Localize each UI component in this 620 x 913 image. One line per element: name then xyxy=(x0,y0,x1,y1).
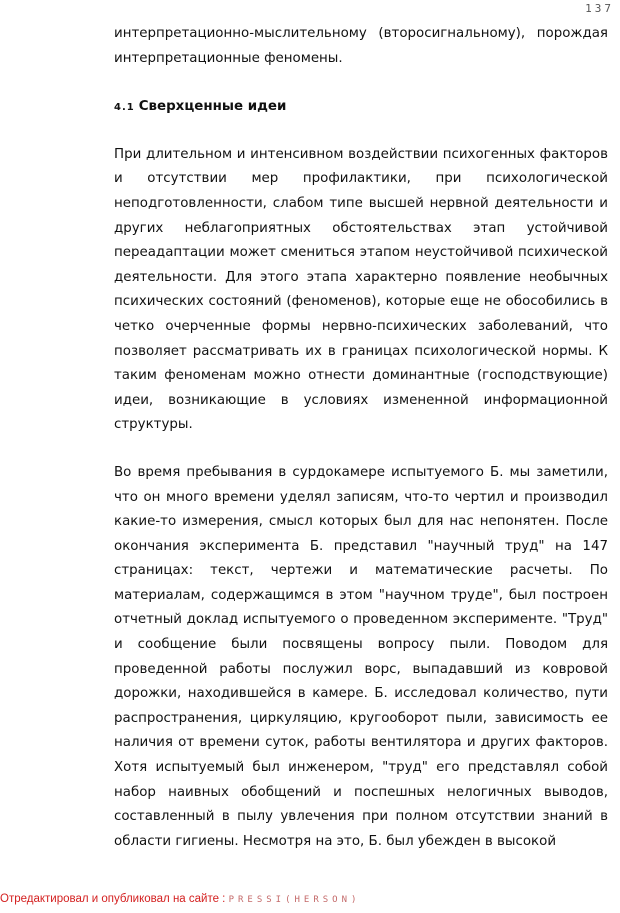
body-paragraph-2: Во время пребывания в сурдокамере испытуемого Б. мы заметили, что он много времени уделял записям, что-то чертил и производил какие-то измерения, смысл которых был для нас непонятен. После окончания эксперимента Б. представил "научный труд" на 147 страницах: текст, чертежи и математические расчеты. По материалам, содержащимся в этом "научном труде", был построен отчетный доклад испытуемого о проведенном эксперименте. "Труд" и сообщение были посвящены вопросу пыли. Поводом для проведенной работы послужил ворс, выпадавший из ковровой дорожки, находившейся в камере. Б. исследовал количество, пути распространения, циркуляцию, кругооборот пыли, зависимость ее наличия от времени суток, работы вентилятора и других факторов. Хотя испытуемый был инженером, "труд" его представлял собой набор наивных обобщений и поспешных нелогичных выводов, составленный в пылу увлечения при полном отсутствии знаний в области гигиены. Несмотря на это, Б. был убежден в высокой xyxy=(114,464,608,849)
footer-prefix: Отредактировал и опубликовал на сайте : xyxy=(0,893,229,905)
page-content xyxy=(114,22,608,854)
page-number: 137 xyxy=(585,2,614,15)
section-title: Сверхценные идеи xyxy=(138,99,287,115)
section-number: 4.1 xyxy=(114,102,135,114)
footer-credit xyxy=(0,893,360,905)
section-heading xyxy=(114,95,608,121)
footer-site-link[interactable]: PRESSI(HERSON) xyxy=(228,895,361,905)
body-paragraph-1: При длительном и интенсивном воздействии психогенных факторов и отсутствии мер профилактики, при психологической неподготовленности, слабом типе высшей нервной деятельности и других неблагоприятных обстоятельствах этап устойчивой переадаптации может смениться этапом неустойчивой психической деятельности. Для этого этапа характерно появление необычных психических состояний (феноменов), которые еще не обособились в четко очерченные формы нервно-психических заболеваний, что позволяет рассматривать их в границах психологической нормы. К таким феноменам можно отнести доминантные (господствующие) идеи, возникающие в условиях измененной информационной структуры. xyxy=(114,146,608,433)
intro-paragraph: интерпретационно-мыслительному (второсигнальному), порождая интерпретационные феномены. xyxy=(114,26,608,66)
paragraph-gap xyxy=(114,438,608,461)
